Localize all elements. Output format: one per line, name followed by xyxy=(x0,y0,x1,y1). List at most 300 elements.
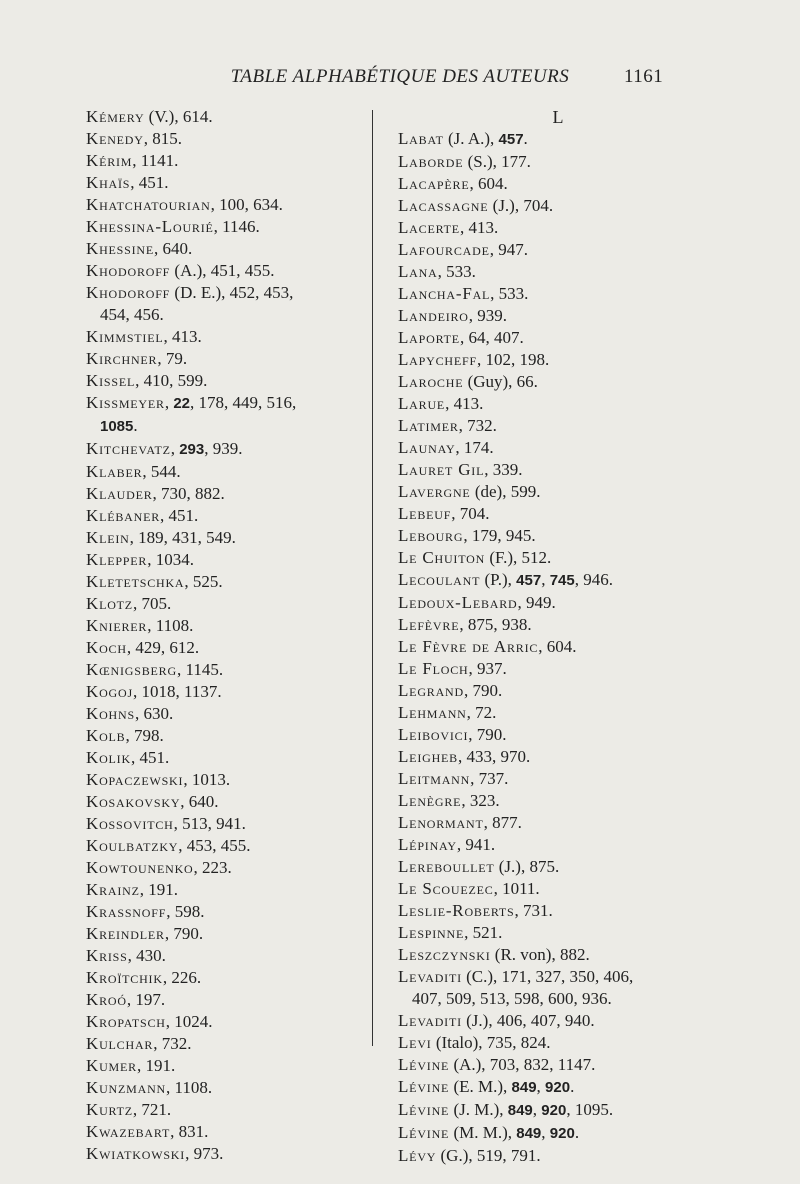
bold-page-ref: 1085 xyxy=(100,418,134,435)
author-name: Knierer xyxy=(86,616,148,635)
index-entry xyxy=(86,370,368,392)
page-refs: , 875, 938. xyxy=(459,615,532,634)
page-refs: , 790. xyxy=(468,725,507,744)
page-refs: , 191. xyxy=(136,1056,176,1075)
index-entry xyxy=(86,150,368,172)
page-refs: . xyxy=(570,1077,575,1096)
page-refs: , 790. xyxy=(164,924,204,943)
bold-page-ref: 457 xyxy=(516,572,542,589)
index-entry xyxy=(398,217,718,239)
author-name: Lévine xyxy=(398,1100,450,1119)
index-entry xyxy=(86,901,368,923)
page-refs: , 1141. xyxy=(132,151,179,170)
author-name: Lana xyxy=(398,262,438,281)
author-name: Klébaner xyxy=(86,506,161,525)
author-name: Kenedy xyxy=(86,129,144,148)
page-refs: , 732. xyxy=(153,1034,192,1053)
index-entry xyxy=(398,195,718,217)
page-refs-continued: 454, 456. xyxy=(100,305,164,324)
page-refs: , 1024. xyxy=(165,1012,213,1031)
author-name: Leitmann xyxy=(398,769,471,788)
page-refs: , 939. xyxy=(468,306,508,325)
author-name: Lapycheff xyxy=(398,350,477,369)
author-name: Lespinne xyxy=(398,923,465,942)
index-entry xyxy=(86,505,368,527)
author-name: Lenormant xyxy=(398,813,484,832)
author-name: Levaditi xyxy=(398,1011,462,1030)
page-refs: , 410, 599. xyxy=(135,371,208,390)
author-name: Lecoulant xyxy=(398,570,481,589)
page-refs: , xyxy=(532,1100,542,1119)
page-refs: (A.), 451, 455. xyxy=(170,261,275,280)
author-name: Kletetschka xyxy=(86,572,185,591)
page-refs: , 831. xyxy=(170,1122,209,1141)
author-name: Krainz xyxy=(86,880,140,899)
page-refs: , 197. xyxy=(126,990,166,1009)
index-entry xyxy=(398,569,718,592)
author-name: Levi xyxy=(398,1033,432,1052)
page-refs: , 226. xyxy=(162,968,202,987)
index-entry xyxy=(86,326,368,348)
index-entry xyxy=(86,1011,368,1033)
author-name: Lebeuf xyxy=(398,504,452,523)
author-name: Kimmstiel xyxy=(86,327,164,346)
author-name: Kogoj xyxy=(86,682,133,701)
author-name: Kirchner xyxy=(86,349,158,368)
page-refs: , 72. xyxy=(466,703,497,722)
author-name: Khessina-Lourié xyxy=(86,217,214,236)
author-index-list-k xyxy=(86,106,368,1165)
author-name: Kossovitch xyxy=(86,814,174,833)
bold-page-ref: 849 xyxy=(507,1102,533,1119)
index-entry xyxy=(398,702,718,724)
page-refs: , 323. xyxy=(461,791,500,810)
index-entry xyxy=(398,856,718,878)
page-refs: , xyxy=(541,570,550,589)
index-entry xyxy=(398,1010,718,1032)
running-header-title: TABLE ALPHABÉTIQUE DES AUTEURS xyxy=(230,66,570,87)
author-name: Khessine xyxy=(86,239,155,258)
author-name: Kissmeyer xyxy=(86,393,165,412)
author-name: Kolik xyxy=(86,748,131,767)
page-refs: , 704. xyxy=(451,504,490,523)
author-name: Lévy xyxy=(398,1146,437,1165)
author-name: Koch xyxy=(86,638,127,657)
bold-page-ref: 293 xyxy=(179,441,205,458)
author-name: Kowtounenko xyxy=(86,858,194,877)
author-name: Lépinay xyxy=(398,835,457,854)
author-name: Kolb xyxy=(86,726,126,745)
page-refs: . xyxy=(133,416,138,435)
author-name: Legrand xyxy=(398,681,464,700)
index-entry xyxy=(86,835,368,857)
index-entry xyxy=(86,681,368,703)
page-refs: , xyxy=(170,439,180,458)
page-refs: (M. M.), xyxy=(449,1123,517,1142)
index-entry xyxy=(86,879,368,901)
bold-page-ref: 920 xyxy=(541,1102,567,1119)
index-entry xyxy=(86,769,368,791)
page-refs: , 1095. xyxy=(566,1100,614,1119)
page-refs: , 533. xyxy=(490,284,529,303)
page-refs: (R. von), 882. xyxy=(490,945,590,964)
index-entry xyxy=(86,483,368,505)
page-refs: (Guy), 66. xyxy=(463,372,538,391)
index-entry xyxy=(86,392,368,438)
index-entry xyxy=(398,746,718,768)
page-refs: , 413. xyxy=(459,218,499,237)
author-name: Kunzmann xyxy=(86,1078,167,1097)
index-entry xyxy=(86,282,368,326)
index-entry xyxy=(398,614,718,636)
index-entry xyxy=(398,1032,718,1054)
page-refs: (E. M.), xyxy=(449,1077,512,1096)
page-refs: , 544. xyxy=(142,462,181,481)
page-refs-continued xyxy=(86,415,368,438)
page-refs: , 191. xyxy=(139,880,178,899)
index-entry xyxy=(86,549,368,571)
author-name: Kohns xyxy=(86,704,135,723)
author-name: Kropatsch xyxy=(86,1012,166,1031)
author-name: Le Fèvre de Arric xyxy=(398,637,539,656)
index-entry xyxy=(398,1076,718,1099)
author-name: Krassnoff xyxy=(86,902,167,921)
author-name: Koulbatzky xyxy=(86,836,179,855)
author-name: Laroche xyxy=(398,372,464,391)
author-name: Ledoux-Lebard xyxy=(398,593,518,612)
right-column xyxy=(398,106,718,1167)
author-name: Kwiatkowski xyxy=(86,1144,186,1163)
page-refs: , 730, 882. xyxy=(152,484,225,503)
index-entry xyxy=(86,348,368,370)
index-entry xyxy=(86,989,368,1011)
index-entry xyxy=(86,1121,368,1143)
index-entry xyxy=(398,547,718,569)
page-refs: , 102, 198. xyxy=(476,350,550,369)
index-entry xyxy=(398,151,718,173)
page-refs: , 189, 431, 549. xyxy=(129,528,236,547)
author-name: Levaditi xyxy=(398,967,462,986)
index-entry xyxy=(398,790,718,812)
index-entry xyxy=(86,615,368,637)
index-entry xyxy=(398,768,718,790)
page-refs: , 521. xyxy=(464,923,503,942)
page-refs: , 1145. xyxy=(176,660,224,679)
author-name: Leigheb xyxy=(398,747,458,766)
bold-page-ref: 849 xyxy=(511,1079,537,1096)
author-name: Lefèvre xyxy=(398,615,460,634)
index-entry xyxy=(86,659,368,681)
page-number: 1161 xyxy=(624,66,664,87)
index-entry xyxy=(86,571,368,593)
index-entry xyxy=(86,128,368,150)
page-refs: (Italo), 735, 824. xyxy=(431,1033,551,1052)
index-entry xyxy=(86,967,368,989)
author-name: Kopaczewski xyxy=(86,770,184,789)
author-name: Lafourcade xyxy=(398,240,490,259)
index-entry xyxy=(86,857,368,879)
page-refs: , 100, 634. xyxy=(210,195,283,214)
author-name: Kumer xyxy=(86,1056,137,1075)
page-refs: , 790. xyxy=(463,681,503,700)
author-name: Lavergne xyxy=(398,482,471,501)
author-name: Kulchar xyxy=(86,1034,154,1053)
index-entry xyxy=(398,1099,718,1122)
index-entry xyxy=(398,900,718,922)
index-entry xyxy=(86,703,368,725)
page-refs: , 513, 941. xyxy=(173,814,246,833)
author-name: Kérim xyxy=(86,151,133,170)
index-entry xyxy=(398,173,718,195)
page-refs: , 947. xyxy=(489,240,528,259)
bold-page-ref: 457 xyxy=(498,131,524,148)
page-refs: , 1108. xyxy=(147,616,194,635)
author-name: Le Chuiton xyxy=(398,548,486,567)
bold-page-ref: 22 xyxy=(173,395,191,412)
page-refs: , 798. xyxy=(125,726,164,745)
index-entry xyxy=(398,834,718,856)
page-refs: , 939. xyxy=(204,439,243,458)
page-refs: , 430. xyxy=(127,946,166,965)
index-entry xyxy=(86,260,368,282)
page-refs: , xyxy=(541,1123,550,1142)
page-refs: , 413. xyxy=(445,394,484,413)
bold-page-ref: 745 xyxy=(549,572,575,589)
author-name: Le Scouezec xyxy=(398,879,494,898)
author-name: Khodoroff xyxy=(86,283,171,302)
index-entry xyxy=(398,371,718,393)
author-name: Leslie-Roberts xyxy=(398,901,515,920)
page-refs: (V.), 614. xyxy=(144,107,213,126)
author-name: Khodoroff xyxy=(86,261,171,280)
author-name: Klepper xyxy=(86,550,148,569)
page-refs: , 604. xyxy=(538,637,577,656)
index-entry xyxy=(86,527,368,549)
page-refs: , 815. xyxy=(143,129,182,148)
index-entry xyxy=(86,593,368,615)
author-name: Laborde xyxy=(398,152,464,171)
bold-page-ref: 849 xyxy=(516,1125,542,1142)
author-name: Lauret Gil xyxy=(398,460,485,479)
page-refs: , 429, 612. xyxy=(126,638,200,657)
page-refs: , 174. xyxy=(455,438,494,457)
author-name: Lacapère xyxy=(398,174,470,193)
author-name: Lévine xyxy=(398,1123,450,1142)
index-entry xyxy=(86,172,368,194)
page-refs: , 79. xyxy=(157,349,188,368)
author-name: Lenègre xyxy=(398,791,462,810)
index-entry xyxy=(86,194,368,216)
index-entry xyxy=(86,461,368,483)
page-refs: (P.), xyxy=(480,570,517,589)
page-refs: , 731. xyxy=(514,901,553,920)
author-name: Kroó xyxy=(86,990,127,1009)
author-name: Leibovici xyxy=(398,725,469,744)
page-refs: , 949. xyxy=(517,593,556,612)
page-refs: (J.), 875. xyxy=(494,857,560,876)
page-refs: , 705. xyxy=(132,594,172,613)
index-entry xyxy=(86,216,368,238)
page-refs: (de), 599. xyxy=(470,482,541,501)
index-entry xyxy=(86,725,368,747)
page-refs: , 941. xyxy=(456,835,496,854)
page-refs: (J.), 704. xyxy=(488,196,554,215)
index-entry xyxy=(398,944,718,966)
page-refs: , 1018, 1137. xyxy=(132,682,222,701)
index-entry xyxy=(398,503,718,525)
page-refs: , xyxy=(164,393,174,412)
author-name: Khaïs xyxy=(86,173,131,192)
index-entry xyxy=(86,1143,368,1165)
page-refs: (S.), 177. xyxy=(463,152,531,171)
author-name: Kroïtchik xyxy=(86,968,163,987)
index-entry xyxy=(398,1122,718,1145)
page-refs: , 737. xyxy=(470,769,509,788)
index-entry xyxy=(86,1033,368,1055)
author-name: Lévine xyxy=(398,1077,450,1096)
page-refs: . xyxy=(523,129,528,148)
author-name: Lévine xyxy=(398,1055,450,1074)
page-refs: , 1146. xyxy=(213,217,260,236)
index-entry xyxy=(398,636,718,658)
page-refs: , 721. xyxy=(132,1100,172,1119)
author-name: Lancha-Fal xyxy=(398,284,491,303)
author-name: Lacerte xyxy=(398,218,460,237)
page-refs: , 877. xyxy=(483,813,522,832)
author-name: Kosakovsky xyxy=(86,792,181,811)
page-refs: , 64, 407. xyxy=(459,328,524,347)
author-name: Klauder xyxy=(86,484,153,503)
page-refs: , 604. xyxy=(469,174,508,193)
index-entry xyxy=(398,878,718,900)
page-refs: . xyxy=(574,1123,580,1142)
index-entry xyxy=(398,658,718,680)
page-refs: , 451. xyxy=(160,506,199,525)
page-refs: (A.), 703, 832, 1147. xyxy=(449,1055,596,1074)
index-entry xyxy=(86,438,368,461)
author-name: Kriss xyxy=(86,946,128,965)
index-entry xyxy=(398,966,718,1010)
page-refs: , 413. xyxy=(163,327,202,346)
index-entry xyxy=(398,128,718,151)
page-refs: , 598. xyxy=(166,902,205,921)
page-refs: , 973. xyxy=(185,1144,224,1163)
index-entry xyxy=(398,437,718,459)
index-entry xyxy=(398,459,718,481)
bold-page-ref: 920 xyxy=(549,1125,575,1142)
author-name: Kwazebart xyxy=(86,1122,171,1141)
page-refs: , 451. xyxy=(130,173,169,192)
index-entry xyxy=(398,349,718,371)
page-refs-continued: 407, 509, 513, 598, 600, 936. xyxy=(412,989,612,1008)
page-refs: , 1034. xyxy=(147,550,194,569)
author-name: Klotz xyxy=(86,594,133,613)
index-entry xyxy=(398,305,718,327)
index-entry xyxy=(398,481,718,503)
author-name: Lacassagne xyxy=(398,196,489,215)
page-refs: (J. M.), xyxy=(449,1100,508,1119)
author-name: Klein xyxy=(86,528,130,547)
page-refs: , 640. xyxy=(154,239,193,258)
index-entry xyxy=(398,525,718,547)
letter-heading-l: L xyxy=(552,107,564,127)
author-name: Kitchevatz xyxy=(86,439,171,458)
index-entry xyxy=(398,261,718,283)
page-refs: , 1013. xyxy=(183,770,231,789)
page-refs: (J.), 406, 407, 940. xyxy=(461,1011,595,1030)
author-name: Latimer xyxy=(398,416,459,435)
page-refs: , 179, 945. xyxy=(463,526,536,545)
index-entry xyxy=(86,791,368,813)
index-entry xyxy=(86,238,368,260)
page-refs: (C.), 171, 327, 350, 406, xyxy=(461,967,634,986)
index-entry xyxy=(86,945,368,967)
index-entry xyxy=(86,1099,368,1121)
author-name: Laporte xyxy=(398,328,460,347)
page-refs: , 630. xyxy=(134,704,174,723)
author-name: Larue xyxy=(398,394,446,413)
index-entry xyxy=(398,592,718,614)
index-entry xyxy=(398,393,718,415)
index-entry xyxy=(398,327,718,349)
author-name: Kissel xyxy=(86,371,136,390)
page-refs: , 433, 970. xyxy=(457,747,531,766)
index-entry xyxy=(398,239,718,261)
index-entry xyxy=(398,724,718,746)
page-refs: (D. E.), 452, 453, xyxy=(170,283,294,302)
author-index-list-l xyxy=(398,128,718,1167)
page-refs: , 640. xyxy=(180,792,219,811)
author-name: Lereboullet xyxy=(398,857,495,876)
index-entry xyxy=(398,283,718,305)
index-entry xyxy=(86,1077,368,1099)
page-refs: , 533. xyxy=(437,262,476,281)
page-refs: , 937. xyxy=(468,659,507,678)
author-name: Klaber xyxy=(86,462,143,481)
page-refs: (J. A.), xyxy=(443,129,499,148)
page-refs: , 525. xyxy=(184,572,223,591)
author-name: Labat xyxy=(398,129,444,148)
index-entry xyxy=(398,1145,718,1167)
author-name: Kémery xyxy=(86,107,145,126)
index-entry xyxy=(398,415,718,437)
index-entry xyxy=(86,747,368,769)
author-name: Kurtz xyxy=(86,1100,133,1119)
index-entry xyxy=(86,637,368,659)
author-name: Launay xyxy=(398,438,456,457)
index-entry xyxy=(398,680,718,702)
index-entry xyxy=(86,106,368,128)
index-entry xyxy=(86,813,368,835)
author-name: Kœnigsberg xyxy=(86,660,177,679)
page-refs: (G.), 519, 791. xyxy=(436,1146,541,1165)
page-refs: , 453, 455. xyxy=(178,836,251,855)
index-entry xyxy=(86,923,368,945)
bold-page-ref: 920 xyxy=(545,1079,571,1096)
author-name: Khatchatourian xyxy=(86,195,211,214)
index-entry xyxy=(398,922,718,944)
author-name: Leszczynski xyxy=(398,945,491,964)
index-entry xyxy=(398,812,718,834)
page-refs: , 946. xyxy=(574,570,613,589)
author-name: Landeiro xyxy=(398,306,469,325)
page-refs: , 223. xyxy=(193,858,232,877)
page-refs: , 178, 449, 516, xyxy=(190,393,297,412)
page-refs: (F.), 512. xyxy=(485,548,552,567)
index-entry xyxy=(86,1055,368,1077)
page-refs: , 732. xyxy=(458,416,497,435)
column-divider xyxy=(372,110,373,1046)
